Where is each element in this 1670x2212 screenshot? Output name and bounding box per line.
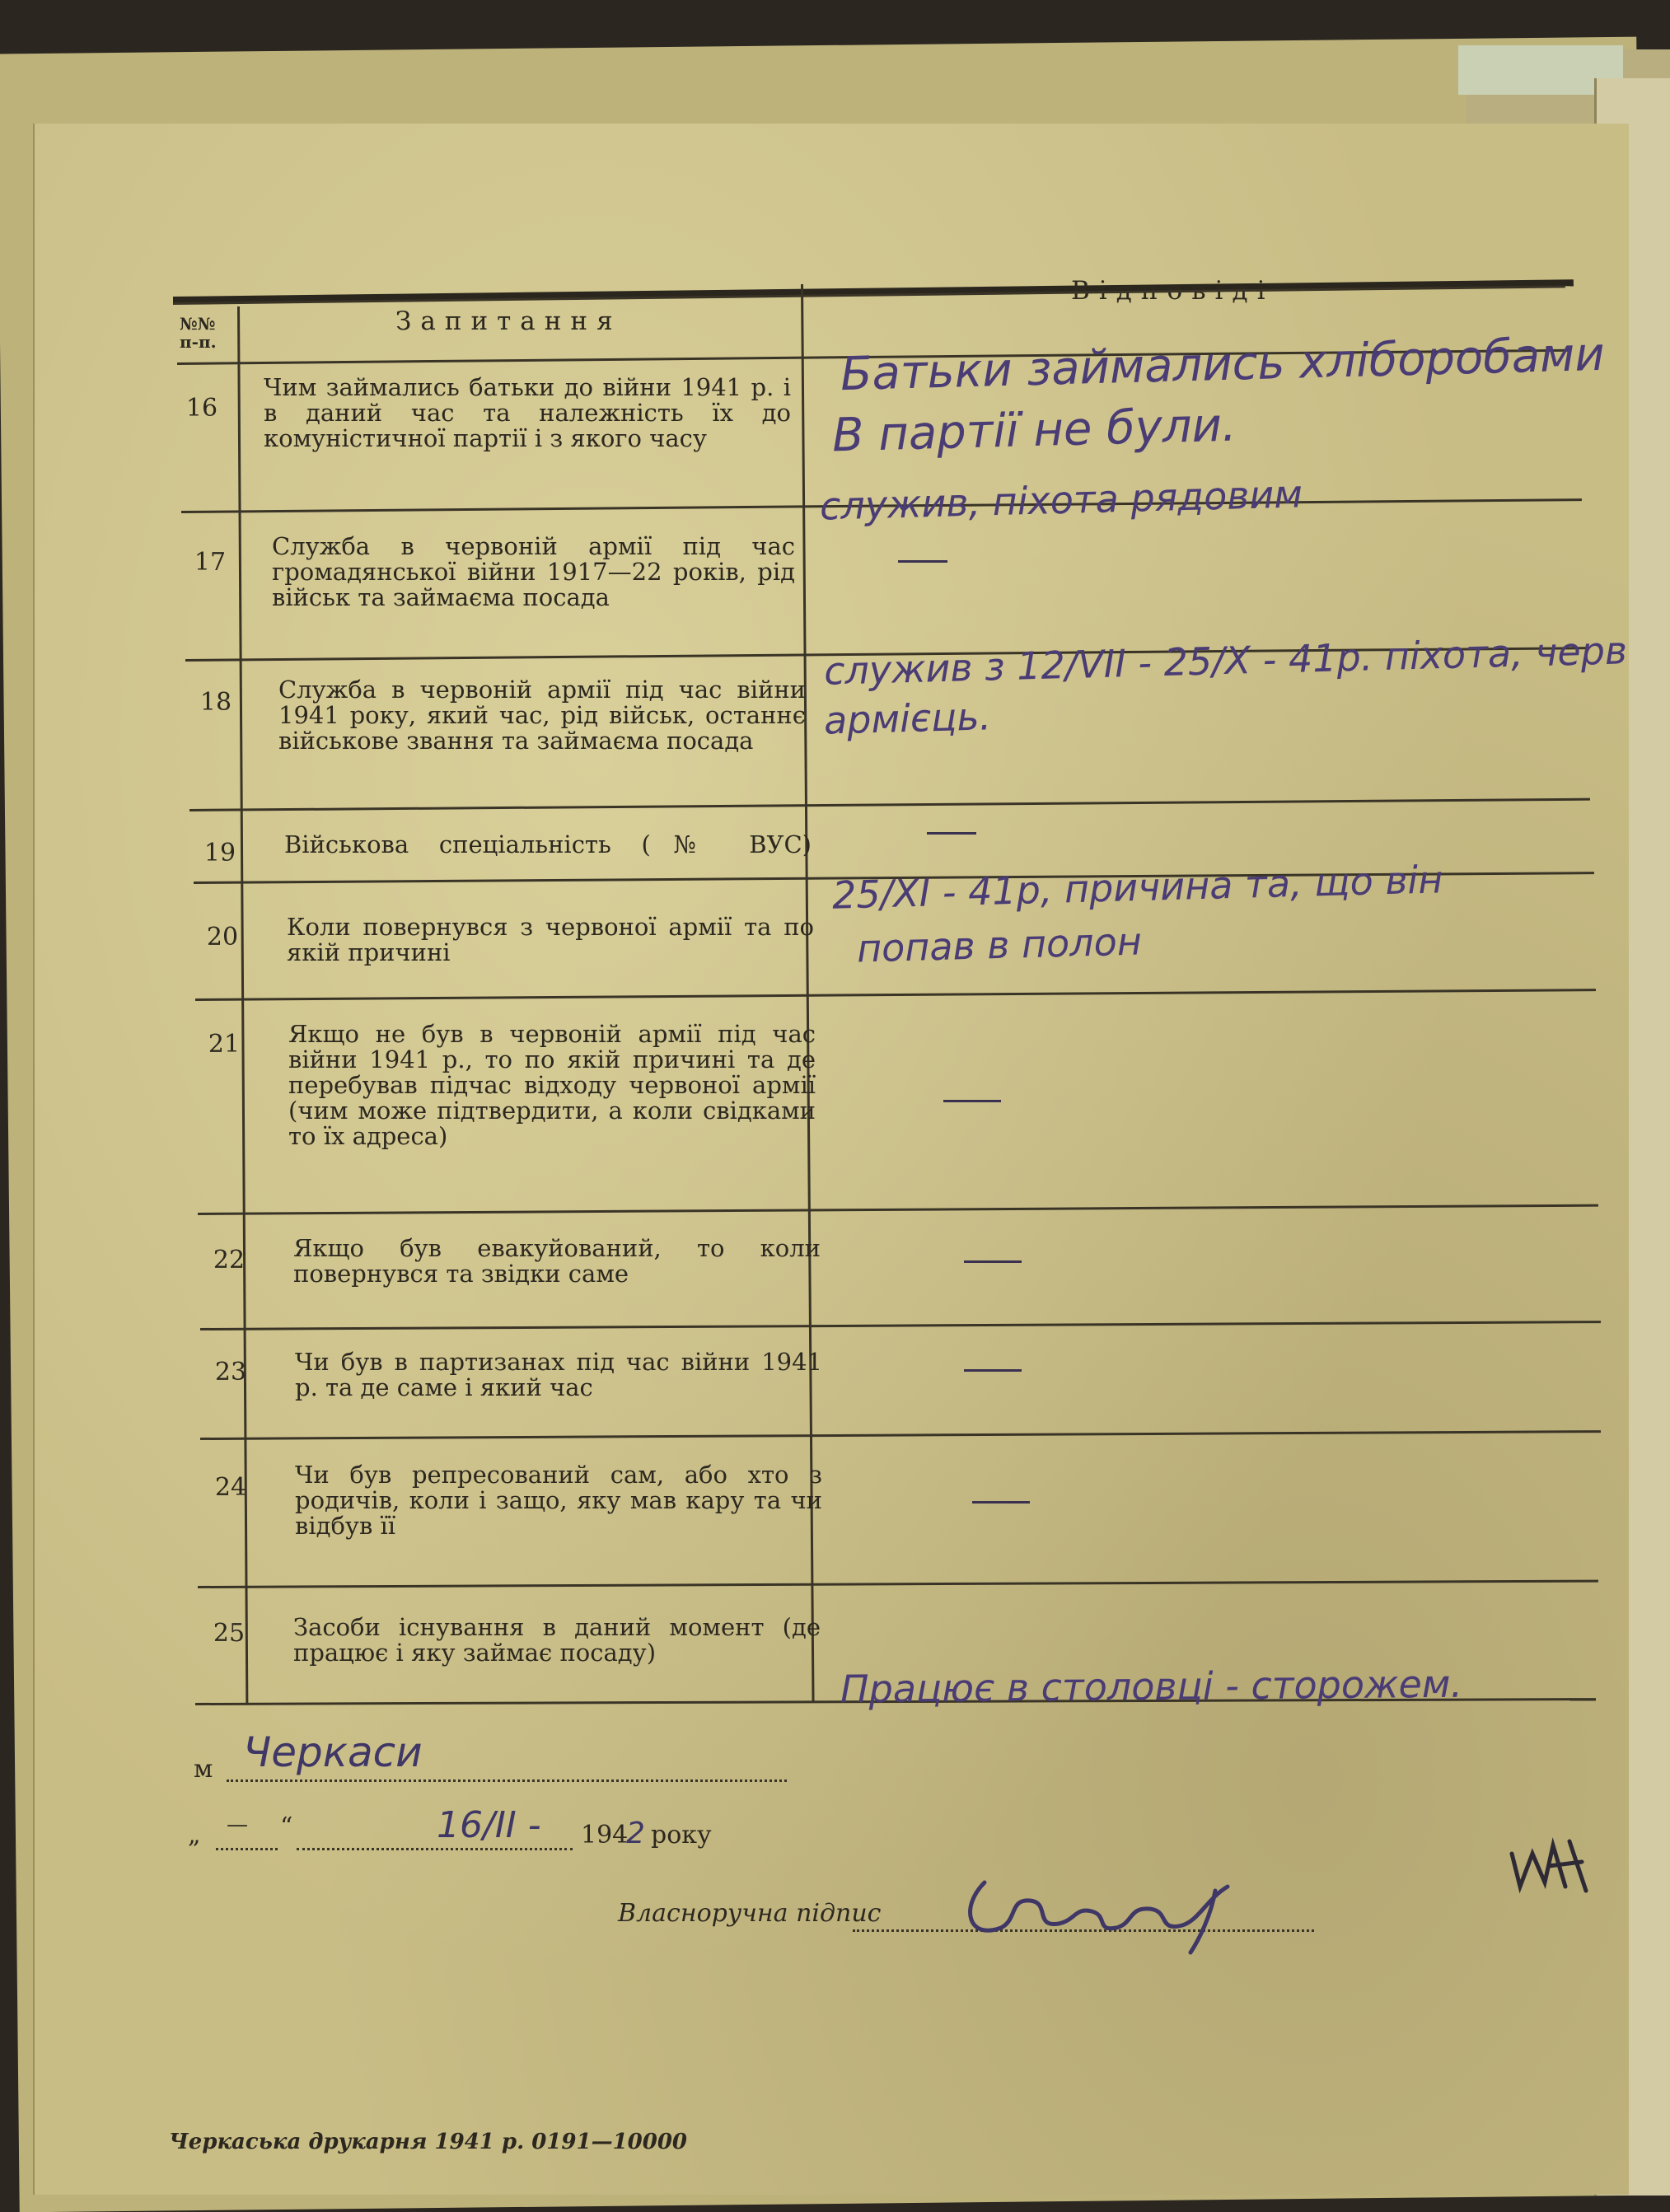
printer-imprint: Черкаська друкарня 1941 р. 0191—10000 <box>169 2130 688 2154</box>
row-25-question: Засоби існування в даний момент (де працює і яку займає посаду) <box>293 1613 821 1667</box>
city-handwritten: Черкаси <box>243 1728 423 1776</box>
row-25-answer-line-1: Працює в столовці - сторожем. <box>840 1661 1463 1712</box>
row-23-number: 23 <box>214 1358 247 1387</box>
row-line-23 <box>200 1430 1601 1440</box>
header-question-label: Запитання <box>395 306 622 336</box>
date-day-line <box>216 1848 278 1850</box>
date-month-line <box>297 1848 573 1850</box>
date-open-quote: „ <box>188 1821 201 1850</box>
date-close-quote: “ <box>280 1812 293 1841</box>
row-23-dash <box>964 1369 1022 1372</box>
city-prefix: м <box>194 1755 213 1784</box>
row-22-dash <box>964 1260 1022 1263</box>
date-day: — <box>227 1812 248 1837</box>
row-24-question: Чи був репресований сам, або хто з родичів, коли і защо, яку мав кару та чи відбув її <box>295 1461 822 1540</box>
row-22-number: 22 <box>213 1246 246 1274</box>
row-18-question: Служба в червоній армії під час війни 1941 року, який час, рід військ, останнє військове звання та займаєма посада <box>278 676 806 755</box>
date-value: 16/II - <box>437 1804 541 1846</box>
row-19-question: Військова спеціальність (№ ВУС) <box>284 830 812 858</box>
row-21-dash <box>943 1100 1001 1102</box>
header-num-label: №№ п-п. <box>180 314 217 352</box>
city-line <box>227 1779 787 1782</box>
row-20-answer-line-1: 25/XI - 41р, причина та, що він <box>831 857 1443 918</box>
row-17-dash <box>898 560 947 563</box>
year-digit: 2 <box>626 1817 645 1850</box>
row-line-20 <box>195 989 1596 1001</box>
row-20-question: Коли повернувся з червоної армії та по якій причині <box>287 913 814 966</box>
row-23-question: Чи був в партизанах під час війни 1941 р. та де саме і який час <box>295 1348 822 1401</box>
row-16-answer-line-1: Батьки займались хліборобами <box>840 327 1606 402</box>
year-suffix: року <box>651 1821 712 1850</box>
row-19-number: 19 <box>203 839 236 867</box>
row-16-question: Чим займались батьки до війни 1941 р. і в даний час та належність їх до комуністичної партії і з якого часу <box>264 373 791 452</box>
row-20-number: 20 <box>206 923 239 952</box>
row-18-answer-line-1: служив з 12/VII - 25/X - 41р. піхота, черв <box>823 628 1628 694</box>
row-25-number: 25 <box>213 1619 246 1648</box>
row-21-question: Якщо не був в червоній армії під час війни 1941 р., то по якій причині та де перебував підчас відходу червоної армії (чим може підтвердити, а коли свідками то їх адреса) <box>288 1020 816 1150</box>
row-line-24 <box>198 1580 1598 1588</box>
row-24-number: 24 <box>214 1473 247 1502</box>
row-20-answer-line-2: попав в полон <box>856 919 1143 971</box>
signature-label: Власноручна підпис <box>618 1899 882 1928</box>
row-16-answer-line-2: В партії не були. <box>831 398 1237 463</box>
row-17-answer-line-1: служив, піхота рядовим <box>819 471 1303 529</box>
row-18-number: 18 <box>199 688 232 717</box>
row-line-21 <box>198 1204 1598 1215</box>
signature-mark <box>952 1850 1248 1957</box>
row-24-dash <box>972 1501 1030 1504</box>
row-17-question: Служба в червоній армії під час громадянської війни 1917—22 років, рід військ та займаєма посада <box>272 532 795 611</box>
row-line-22 <box>200 1321 1601 1330</box>
row-19-dash <box>927 832 976 835</box>
row-18-answer-line-2: армієць. <box>823 694 992 743</box>
initials-mark <box>1504 1829 1594 1903</box>
row-line-18 <box>189 798 1590 811</box>
row-22-question: Якщо був евакуйований, то коли повернувся та звідки саме <box>293 1234 821 1288</box>
row-16-number: 16 <box>185 394 218 423</box>
row-21-number: 21 <box>208 1030 241 1059</box>
year-prefix: 194 <box>581 1821 629 1850</box>
row-17-number: 17 <box>194 548 227 577</box>
